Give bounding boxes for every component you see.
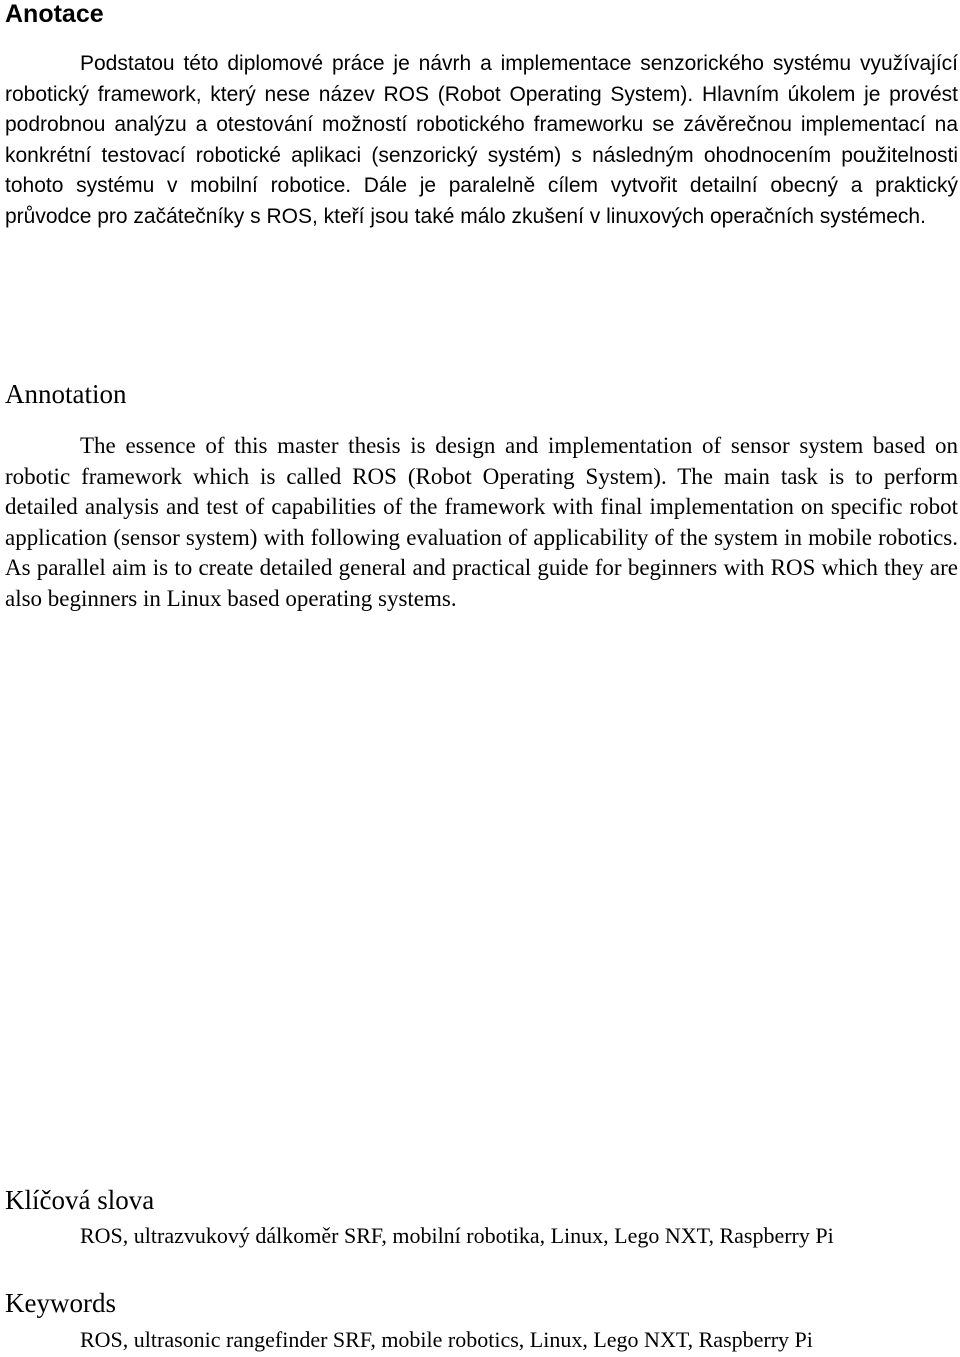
heading-keywords: Keywords [5, 1288, 116, 1318]
keywords-english: ROS, ultrasonic rangefinder SRF, mobile robotics, Linux, Lego NXT, Raspberry Pi [80, 1327, 813, 1352]
paragraph-anotace: Podstatou této diplomové práce je návrh a implementace senzorického systému využívající robotický framework, který nese název ROS (Robot Operating System). Hlavním úkolem je provést podrobnou analýzu a otestování možností robotického frameworku se závěrečnou implementací na konkrétní testovací robotické aplikaci (senzorický systém) s následným ohodnocením použitelnosti tohoto systému v mobilní robotice. Dále je paralelně cílem vytvořit detailní obecný a praktický průvodce pro začátečníky s ROS, kteří jsou také málo zkušení v linuxových operačních systémech. [5, 52, 958, 228]
paragraph-annotation: The essence of this master thesis is design and implementation of sensor system based on robotic framework which is called ROS (Robot Operating System). The main task is to perform detailed analysis and test of capabilities of the framework with final implementation on specific robot application (sensor system) with following evaluation of applicability of the system in mobile robotics. As parallel aim is to create detailed general and practical guide for beginners with ROS which they are also beginners in Linux based operating systems. [5, 433, 958, 611]
heading-annotation: Annotation [5, 379, 127, 409]
heading-anotace: Anotace [5, 0, 104, 28]
keywords-czech: ROS, ultrazvukový dálkoměr SRF, mobilní robotika, Linux, Lego NXT, Raspberry Pi [80, 1223, 834, 1248]
heading-klicova-slova: Klíčová slova [5, 1185, 155, 1215]
